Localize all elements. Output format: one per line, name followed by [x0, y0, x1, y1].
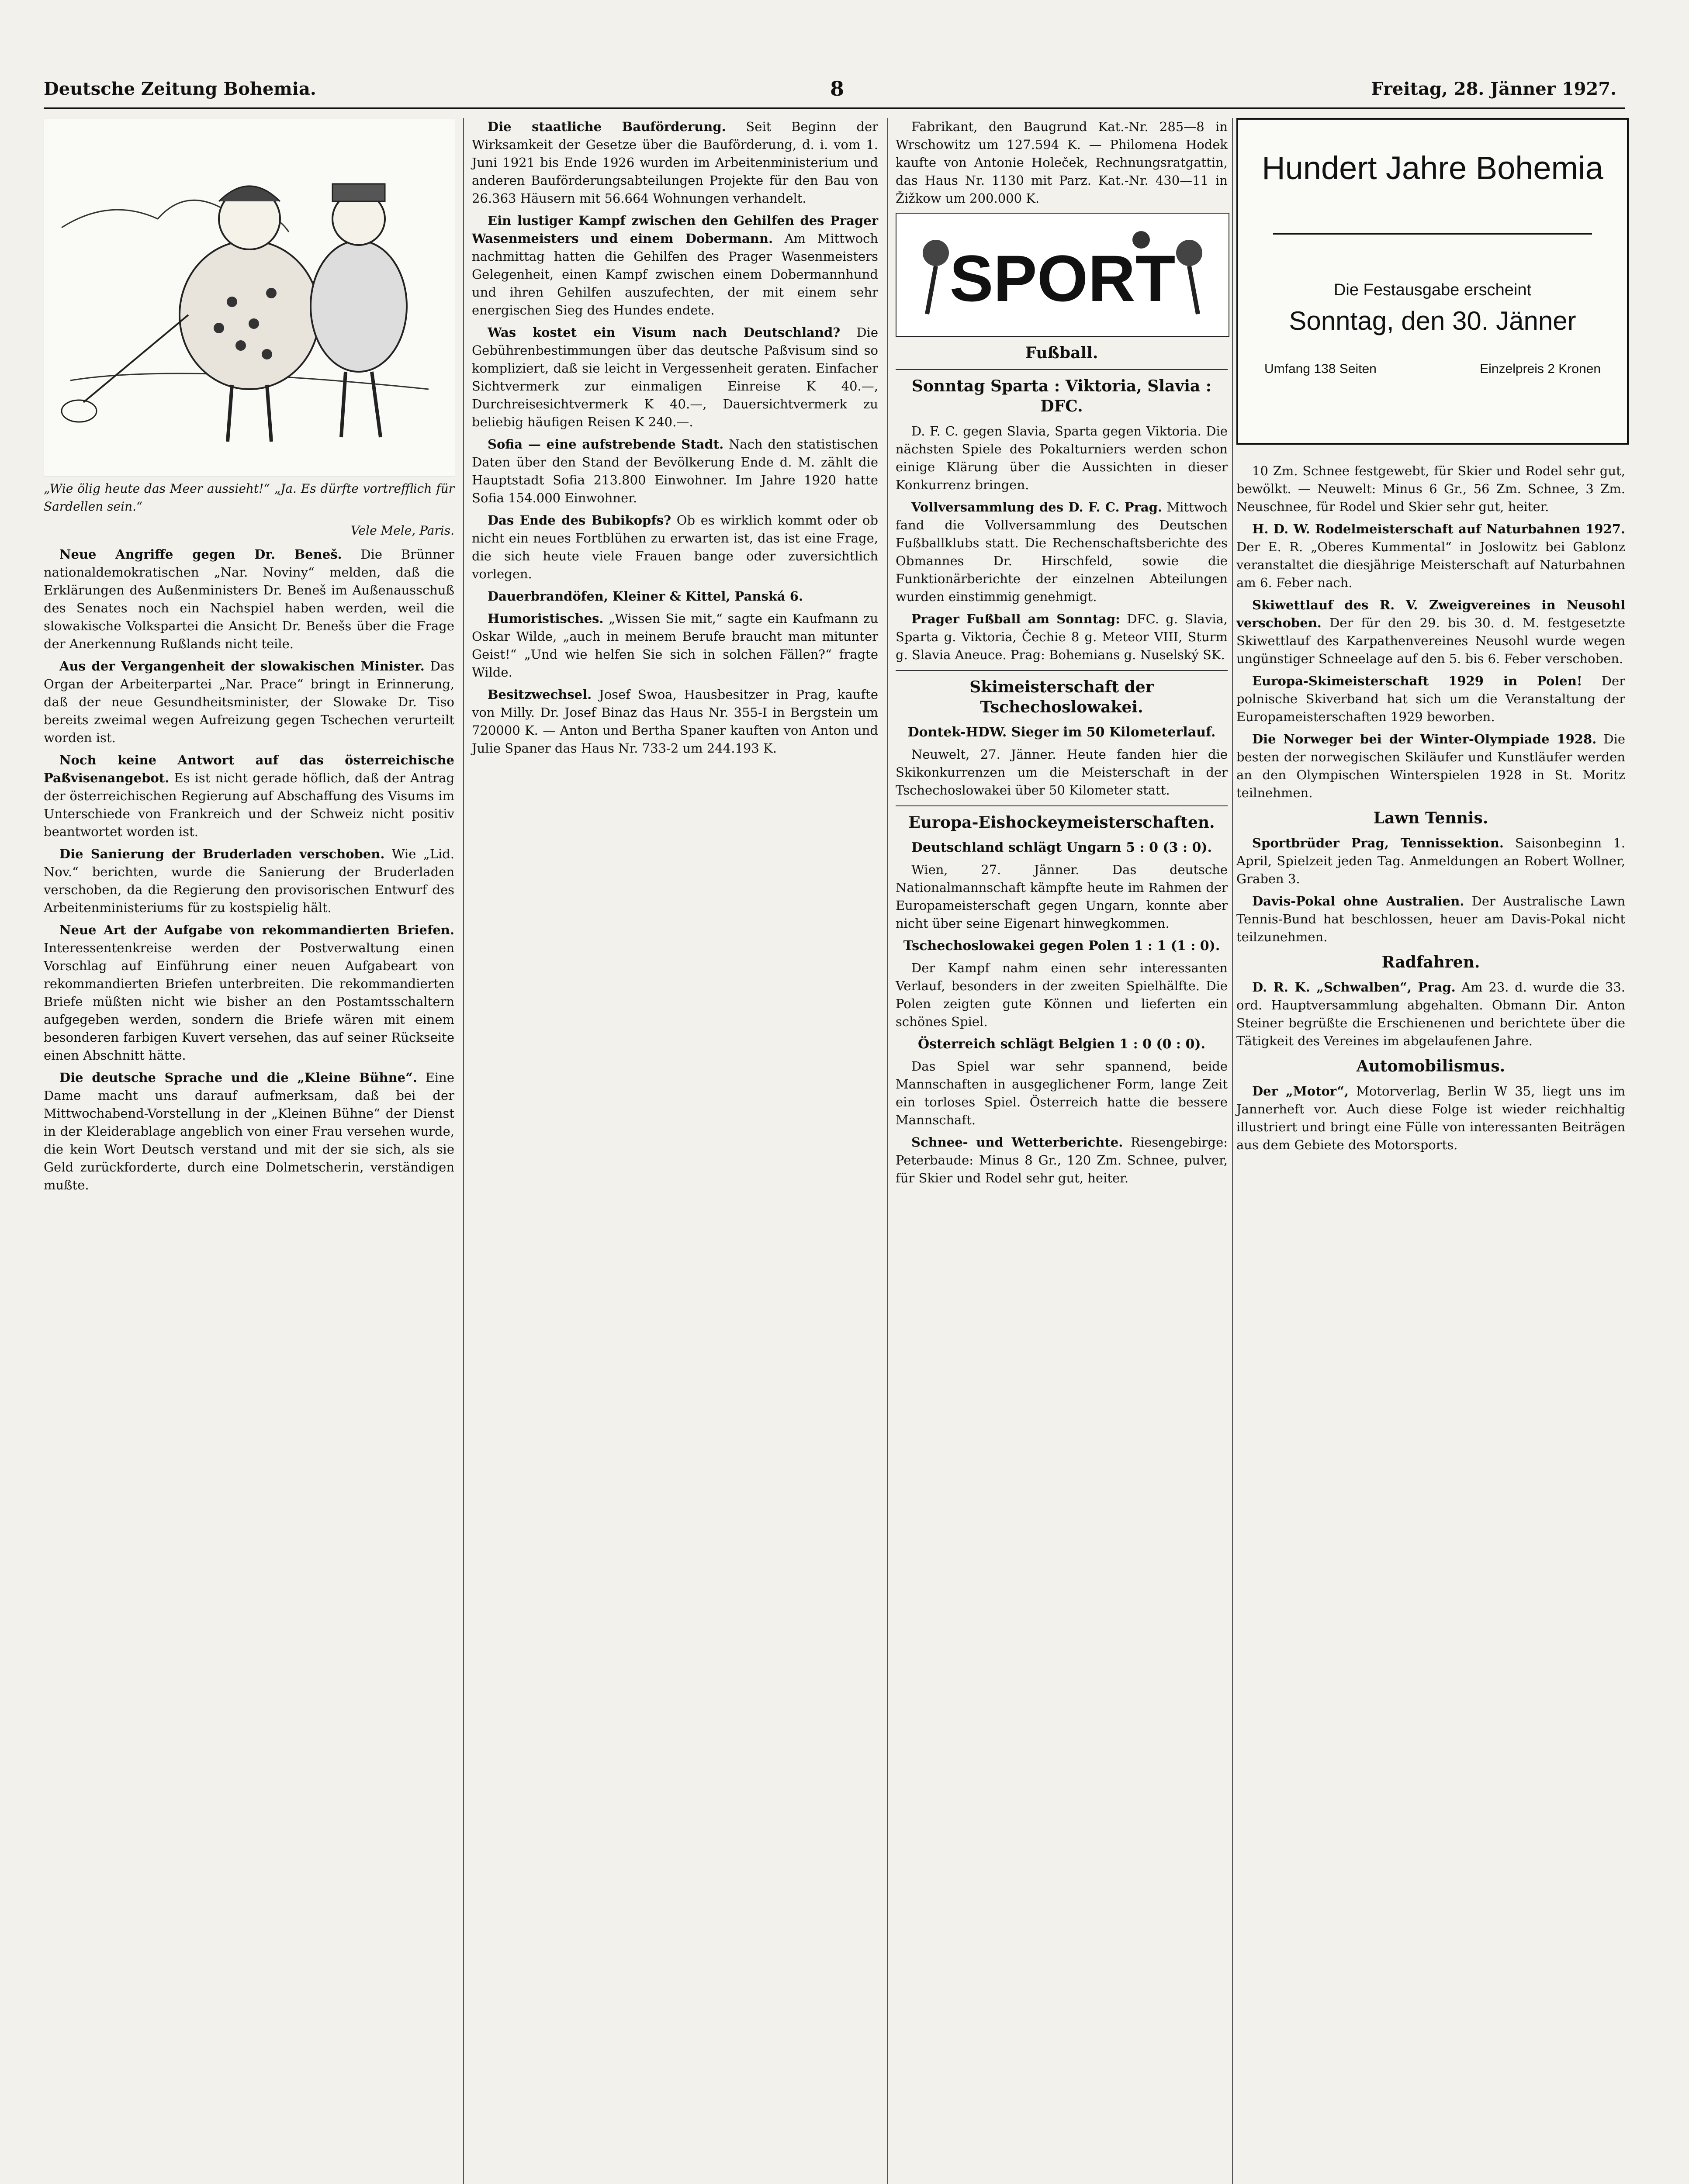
- article: [896, 498, 1228, 606]
- article-headline: Was kostet ein Visum nach Deutschland?: [488, 325, 841, 340]
- article-headline: Skiwettlauf des R. V. Zweigvereines in Neusohl verschoben.: [1236, 598, 1625, 630]
- article-headline: Die deutsche Sprache und die „Kleine Bühne“.: [59, 1070, 417, 1085]
- sport-logo-text: SPORT: [949, 242, 1176, 315]
- ad-subtitle: Die Festausgabe erscheint: [1333, 281, 1532, 299]
- section-subheading: Dontek-HDW. Sieger im 50 Kilometerlauf.: [907, 725, 1216, 740]
- divider: [896, 805, 1228, 806]
- article-headline: Davis-Pokal ohne Australien.: [1252, 894, 1464, 909]
- ad-info: [1264, 360, 1601, 378]
- article: [472, 610, 878, 681]
- article-body: Motorverlag, Berlin W 35, liegt uns im Jannerheft vor. Auch diese Folge ist wieder reichhaltig illustriert und bringt eine Fülle von interessanten Beiträgen aus dem Gebiete des Motorsports.: [1236, 1084, 1625, 1152]
- article-headline: Die Sanierung der Bruderladen verschoben.: [59, 847, 385, 861]
- article-headline: Besitzwechsel.: [488, 687, 592, 702]
- ad-divider: [1273, 233, 1592, 235]
- article: [1236, 892, 1625, 946]
- article: [472, 435, 878, 507]
- section-heading: Radfahren.: [1381, 953, 1480, 971]
- article-headline: Neue Art der Aufgabe von rekommandierten Briefen.: [59, 923, 454, 937]
- article-headline: Schnee- und Wetterberichte.: [911, 1135, 1123, 1150]
- article-headline: Die Norweger bei der Winter-Olympiade 1928.: [1252, 732, 1597, 746]
- article: [896, 959, 1228, 1031]
- article-body: Die besten der norwegischen Skiläufer und Kunstläufer werden an den Olympischen Winterspielen 1928 in St. Moritz teilnehmen.: [1236, 732, 1626, 800]
- article-body: Der Australische Lawn Tennis-Bund hat beschlossen, heuer am Davis-Pokal nicht teilzunehmen.: [1236, 894, 1626, 944]
- article-body: Interessentenkreise werden der Postverwaltung einen Vorschlag auf Einführung einer neuen Aufgabeart von rekommandierten Briefen unterbreiten. Die rekommandierten Briefe müßten nicht wie bisher an den Postamtsschaltern aufgegeben werden, sondern die Briefe wären mit einem besonderen farbigen Kuvert versehen, das auf seiner Rückseite einen Abschnitt hätte.: [44, 940, 454, 1063]
- cartoon-credit: Vele Mele, Paris.: [350, 523, 454, 538]
- article-body: Am 23. d. wurde die 33. ord. Hauptversammlung abgehalten. Obmann Dir. Anton Steiner begrüßte die Erschienenen und berichtete über die Tätigkeit des Vereines im abgelaufenen Jahre.: [1236, 980, 1625, 1048]
- article-headline: Dauerbrandöfen, Kleiner & Kittel, Panská 6.: [488, 589, 803, 604]
- article: [472, 212, 878, 319]
- article: [44, 751, 454, 841]
- section-subheading: Deutschland schlägt Ungarn 5 : 0 (3 : 0).: [911, 840, 1212, 855]
- section-heading: Sonntag Sparta : Viktoria, Slavia : DFC.: [911, 377, 1212, 415]
- column-divider: [887, 118, 888, 2184]
- article-body: Neuwelt, 27. Jänner. Heute fanden hier die Skikonkurrenzen um die Meisterschaft in der Tschechoslowakei über 50 Kilometer statt.: [896, 747, 1228, 798]
- article-body: Wien, 27. Jänner. Das deutsche Nationalmannschaft kämpfte heute im Rahmen der Europameisterschaft gegen Ungarn, konnte aber nicht über seine Eigenart hinwegkommen.: [896, 862, 1228, 931]
- article-headline: Der „Motor“,: [1252, 1084, 1349, 1099]
- article-body: Wie „Lid. Nov.“ berichten, wurde die Sanierung der Bruderladen verschoben, da die Regierung den provisorischen Entwurf des Arbeitenministeriums für zu kostspielig hält.: [44, 847, 455, 915]
- article: [472, 324, 878, 431]
- ad-date: Sonntag, den 30. Jänner: [1289, 306, 1576, 335]
- column-divider: [1232, 118, 1233, 2184]
- article-body: Seit Beginn der Wirksamkeit der Gesetze über die Bauförderung, d. i. vom 1. Juni 1921 bis Ende 1926 wurden im Arbeitenministerium und anderen Bauförderungsabteilungen Projekte für den Bau von 26.363 Häusern mit 56.664 Wohnungen verhandelt.: [472, 119, 879, 206]
- article-body: Es ist nicht gerade höflich, daß der Antrag der österreichischen Regierung auf Abschaffung des Visums im Unterschiede von Frankreich und der Schweiz nicht positiv beantwortet worden ist.: [44, 771, 455, 839]
- article-body: Die Brünner nationaldemokratischen „Nar. Noviny“ melden, daß die Erklärungen des Außenministers Dr. Beneš im Außenausschuß des Senates noch ein Nachspiel haben werden, weil die slowakische Volkspartei die Ansicht Dr. Benešs über die Frage der Anerkennung Rußlands nicht teile.: [44, 547, 454, 651]
- article-body: Das Spiel war sehr spannend, beide Mannschaften in ausgeglichener Form, lange Zeit ein torloses Spiel. Österreich hatte die bessere Mannschaft.: [896, 1059, 1228, 1127]
- article-headline: Vollversammlung des D. F. C. Prag.: [911, 500, 1163, 515]
- header-rule: [44, 107, 1625, 109]
- ad-price: Einzelpreis 2 Kronen: [1480, 362, 1601, 376]
- article: [44, 845, 454, 917]
- article: [1236, 672, 1625, 726]
- article: [472, 686, 878, 757]
- article-headline: Die staatliche Bauförderung.: [488, 119, 726, 134]
- sport-banner: [896, 213, 1229, 337]
- article-body: Riesengebirge: Peterbaude: Minus 8 Gr., 120 Zm. Schnee, pulver, für Skier und Rodel sehr gut, heiter.: [896, 1135, 1228, 1185]
- article: [44, 1069, 454, 1194]
- article-body: Der E. R. „Oberes Kummental“ in Joslowitz bei Gablonz veranstaltet die diesjährige Meisterschaft auf Naturbahnen am 6. Feber nach.: [1236, 539, 1625, 590]
- article: [896, 746, 1228, 799]
- section-subheading: Tschechoslowakei gegen Polen 1 : 1 (1 : 0).: [903, 938, 1220, 954]
- article: [1236, 462, 1625, 516]
- article-body: Die Gebührenbestimmungen über das deutsche Paßvisum sind so kompliziert, daß sie leicht in Vergessenheit geraten. Einfacher Sichtvermerk zur einmaligen Einreise K 40.—, Durchreisesichtvermerk K 40.—, Dauersichtvermerk zu beliebig häufigen Reisen K 240.—.: [472, 325, 879, 429]
- section-subheading: Österreich schlägt Belgien 1 : 0 (0 : 0).: [918, 1037, 1205, 1052]
- issue-date: Freitag, 28. Jänner 1927.: [1371, 79, 1616, 99]
- article-headline: Aus der Vergangenheit der slowakischen Minister.: [59, 659, 425, 674]
- article-headline: Sportbrüder Prag, Tennissektion.: [1252, 836, 1504, 850]
- article: [44, 657, 454, 747]
- article-body: „Wissen Sie mit,“ sagte ein Kaufmann zu Oskar Wilde, „auch in meinem Berufe braucht man mitunter Geist!“ „Und wie helfen Sie sich in solchen Fällen?“ fragte Wilde.: [472, 611, 878, 680]
- article-body: Mittwoch fand die Vollversammlung des Deutschen Fußballklubs statt. Die Rechenschaftsberichte des Obmannes Dr. Hirschfeld, sowie die Funktionärberichte der einzelnen Abteilungen wurden einstimmig genehmigt.: [896, 500, 1228, 604]
- column-3: [896, 118, 1228, 1192]
- article-body: Der Kampf nahm einen sehr interessanten Verlauf, besonders in der zweiten Spielhälfte. Die Polen zeigten gute Können und lieferten ein schönes Spiel.: [896, 961, 1228, 1029]
- cartoon-caption: „Wie ölig heute das Meer aussieht!“ „Ja. Es dürfte vortrefflich für Sardellen sein.“: [44, 481, 454, 514]
- column-1: [44, 118, 454, 1199]
- article-body: Der für den 29. bis 30. d. M. festgesetzte Skiwettlauf des Karpathenvereines Neusohl wurde wegen ungünstiger Schneelage auf den 5. bis 6. Feber verschoben.: [1236, 615, 1625, 666]
- article-body: 10 Zm. Schnee festgewebt, für Skier und Rodel sehr gut, bewölkt. — Neuwelt: Minus 6 Gr., 56 Zm. Schnee, 3 Zm. Neuschnee, für Rodel und Skier sehr gut, heiter.: [1236, 463, 1625, 514]
- section-heading: Fußball.: [1025, 344, 1098, 362]
- article-body: Josef Swoa, Hausbesitzer in Prag, kaufte von Milly. Dr. Josef Binaz das Haus Nr. 355-I in Bergstein um 720000 K. — Anton und Bertha Spaner kauften von Anton und Julie Spaner das Haus Nr. 733-2 um 244.193 K.: [472, 687, 878, 756]
- column-2: [472, 118, 878, 762]
- article: [896, 422, 1228, 494]
- section-heading: Skimeisterschaft der Tschechoslowakei.: [969, 678, 1154, 716]
- article: [1236, 978, 1625, 1050]
- article: [1236, 520, 1625, 592]
- article-body: Fabrikant, den Baugrund Kat.-Nr. 285—8 in Wrschowitz um 127.594 K. — Philomena Hodek kaufte von Antonie Holeček, Rechnungsratgattin, das Haus Nr. 1130 mit Parz. Kat.-Nr. 430—11 in Žižkow um 200.000 K.: [896, 119, 1228, 206]
- page-number: 8: [830, 77, 844, 100]
- article-headline: D. R. K. „Schwalben“, Prag.: [1252, 980, 1456, 995]
- section-heading: Europa-Eishockeymeisterschaften.: [908, 813, 1215, 832]
- article-headline: Ein lustiger Kampf zwischen den Gehilfen des Prager Wasenmeisters und einem Dobermann.: [472, 213, 878, 246]
- article: [472, 118, 878, 207]
- article-body: Ob es wirklich kommt oder ob nicht ein neues Fortblühen zu erwarten ist, das ist eine Frage, die sich heute viele Frauen bange oder zuversichtlich vorlegen.: [472, 513, 879, 581]
- divider: [896, 670, 1228, 671]
- article: [896, 1057, 1228, 1129]
- article: [896, 610, 1228, 664]
- article-headline: Humoristisches.: [488, 611, 604, 626]
- article-headline: H. D. W. Rodelmeisterschaft auf Naturbahnen 1927.: [1252, 522, 1625, 536]
- page-header: [44, 79, 1616, 105]
- bohemia-advertisement: [1236, 118, 1629, 445]
- ad-title: Hundert Jahre Bohemia: [1262, 150, 1603, 186]
- column-divider: [463, 118, 464, 2184]
- column-4: [1236, 118, 1625, 1158]
- article: [896, 861, 1228, 933]
- article-body: DFC. g. Slavia, Sparta g. Viktoria, Čechie 8 g. Meteor VIII, Sturm g. Slavia Aneuce. Prag: Bohemians g. Nuselský SK.: [896, 612, 1228, 662]
- article: [1236, 1082, 1625, 1154]
- article: [1236, 834, 1625, 888]
- ad-pages: Umfang 138 Seiten: [1264, 362, 1377, 376]
- cartoon-drawing: [44, 118, 455, 477]
- article-body: Das Organ der Arbeiterpartei „Nar. Prace“ bringt in Erinnerung, daß der neue Gesundheitsminister, der Slowake Dr. Tiso bereits zweimal wegen Aufreizung gegen Tschechen verurteilt worden ist.: [44, 659, 454, 745]
- article-body: Nach den statistischen Daten über den Stand der Bevölkerung Ende d. M. zählt die Hauptstadt Sofia 213.800 Einwohner. Im Jahre 1920 hatte Sofia 154.000 Einwohner.: [472, 437, 878, 505]
- sport-banner-drawing: [896, 214, 1229, 336]
- article: [1236, 730, 1625, 802]
- article-body: Am Mittwoch nachmittag hatten die Gehilfen des Prager Wasenmeisters Gelegenheit, einen Kampf zwischen einem Dobermannhund und ihren Gehilfen auszufechten, der mit einem sehr energischen Sieg des Hundes endete.: [472, 231, 879, 318]
- article-headline: Neue Angriffe gegen Dr. Beneš.: [59, 547, 342, 562]
- article: [896, 118, 1228, 207]
- article-headline: Das Ende des Bubikopfs?: [488, 513, 671, 528]
- cartoon-illustration: [44, 118, 455, 477]
- article-body: Der polnische Skiverband hat sich um die Veranstaltung der Europameisterschaften 1929 beworben.: [1236, 674, 1625, 724]
- article: [1236, 596, 1625, 668]
- article-headline: Sofia — eine aufstrebende Stadt.: [488, 437, 724, 452]
- newspaper-name: Deutsche Zeitung Bohemia.: [44, 79, 316, 99]
- article-headline: Noch keine Antwort auf das österreichische Paßvisenangebot.: [44, 753, 454, 785]
- article-body: D. F. C. gegen Slavia, Sparta gegen Viktoria. Die nächsten Spiele des Pokalturniers werden schon einige Klärung über die Aussichten in dieser Konkurrenz bringen.: [896, 424, 1228, 492]
- article-body: Eine Dame macht uns darauf aufmerksam, daß bei der Mittwochabend-Vorstellung in der „Kleinen Bühne“ der Dienst in der Kleiderablage angeblich von einer Frau versehen wurde, die kein Wort Deutsch verstand und mit der sie sich, als sie Geld zurückforderte, durch eine Dolmetscherin, verständigen mußte.: [44, 1070, 454, 1192]
- section-heading: Lawn Tennis.: [1373, 809, 1488, 827]
- article-body: Saisonbeginn 1. April, Spielzeit jeden Tag. Anmeldungen an Robert Wollner, Graben 3.: [1236, 836, 1625, 886]
- article: [472, 587, 878, 605]
- section-heading: Automobilismus.: [1356, 1057, 1506, 1075]
- article: [44, 921, 454, 1064]
- article-headline: Europa-Skimeisterschaft 1929 in Polen!: [1252, 674, 1582, 688]
- divider: [896, 369, 1228, 370]
- article: [896, 1133, 1228, 1187]
- article: [472, 511, 878, 583]
- article: [44, 546, 454, 653]
- article-headline: Prager Fußball am Sonntag:: [911, 612, 1120, 626]
